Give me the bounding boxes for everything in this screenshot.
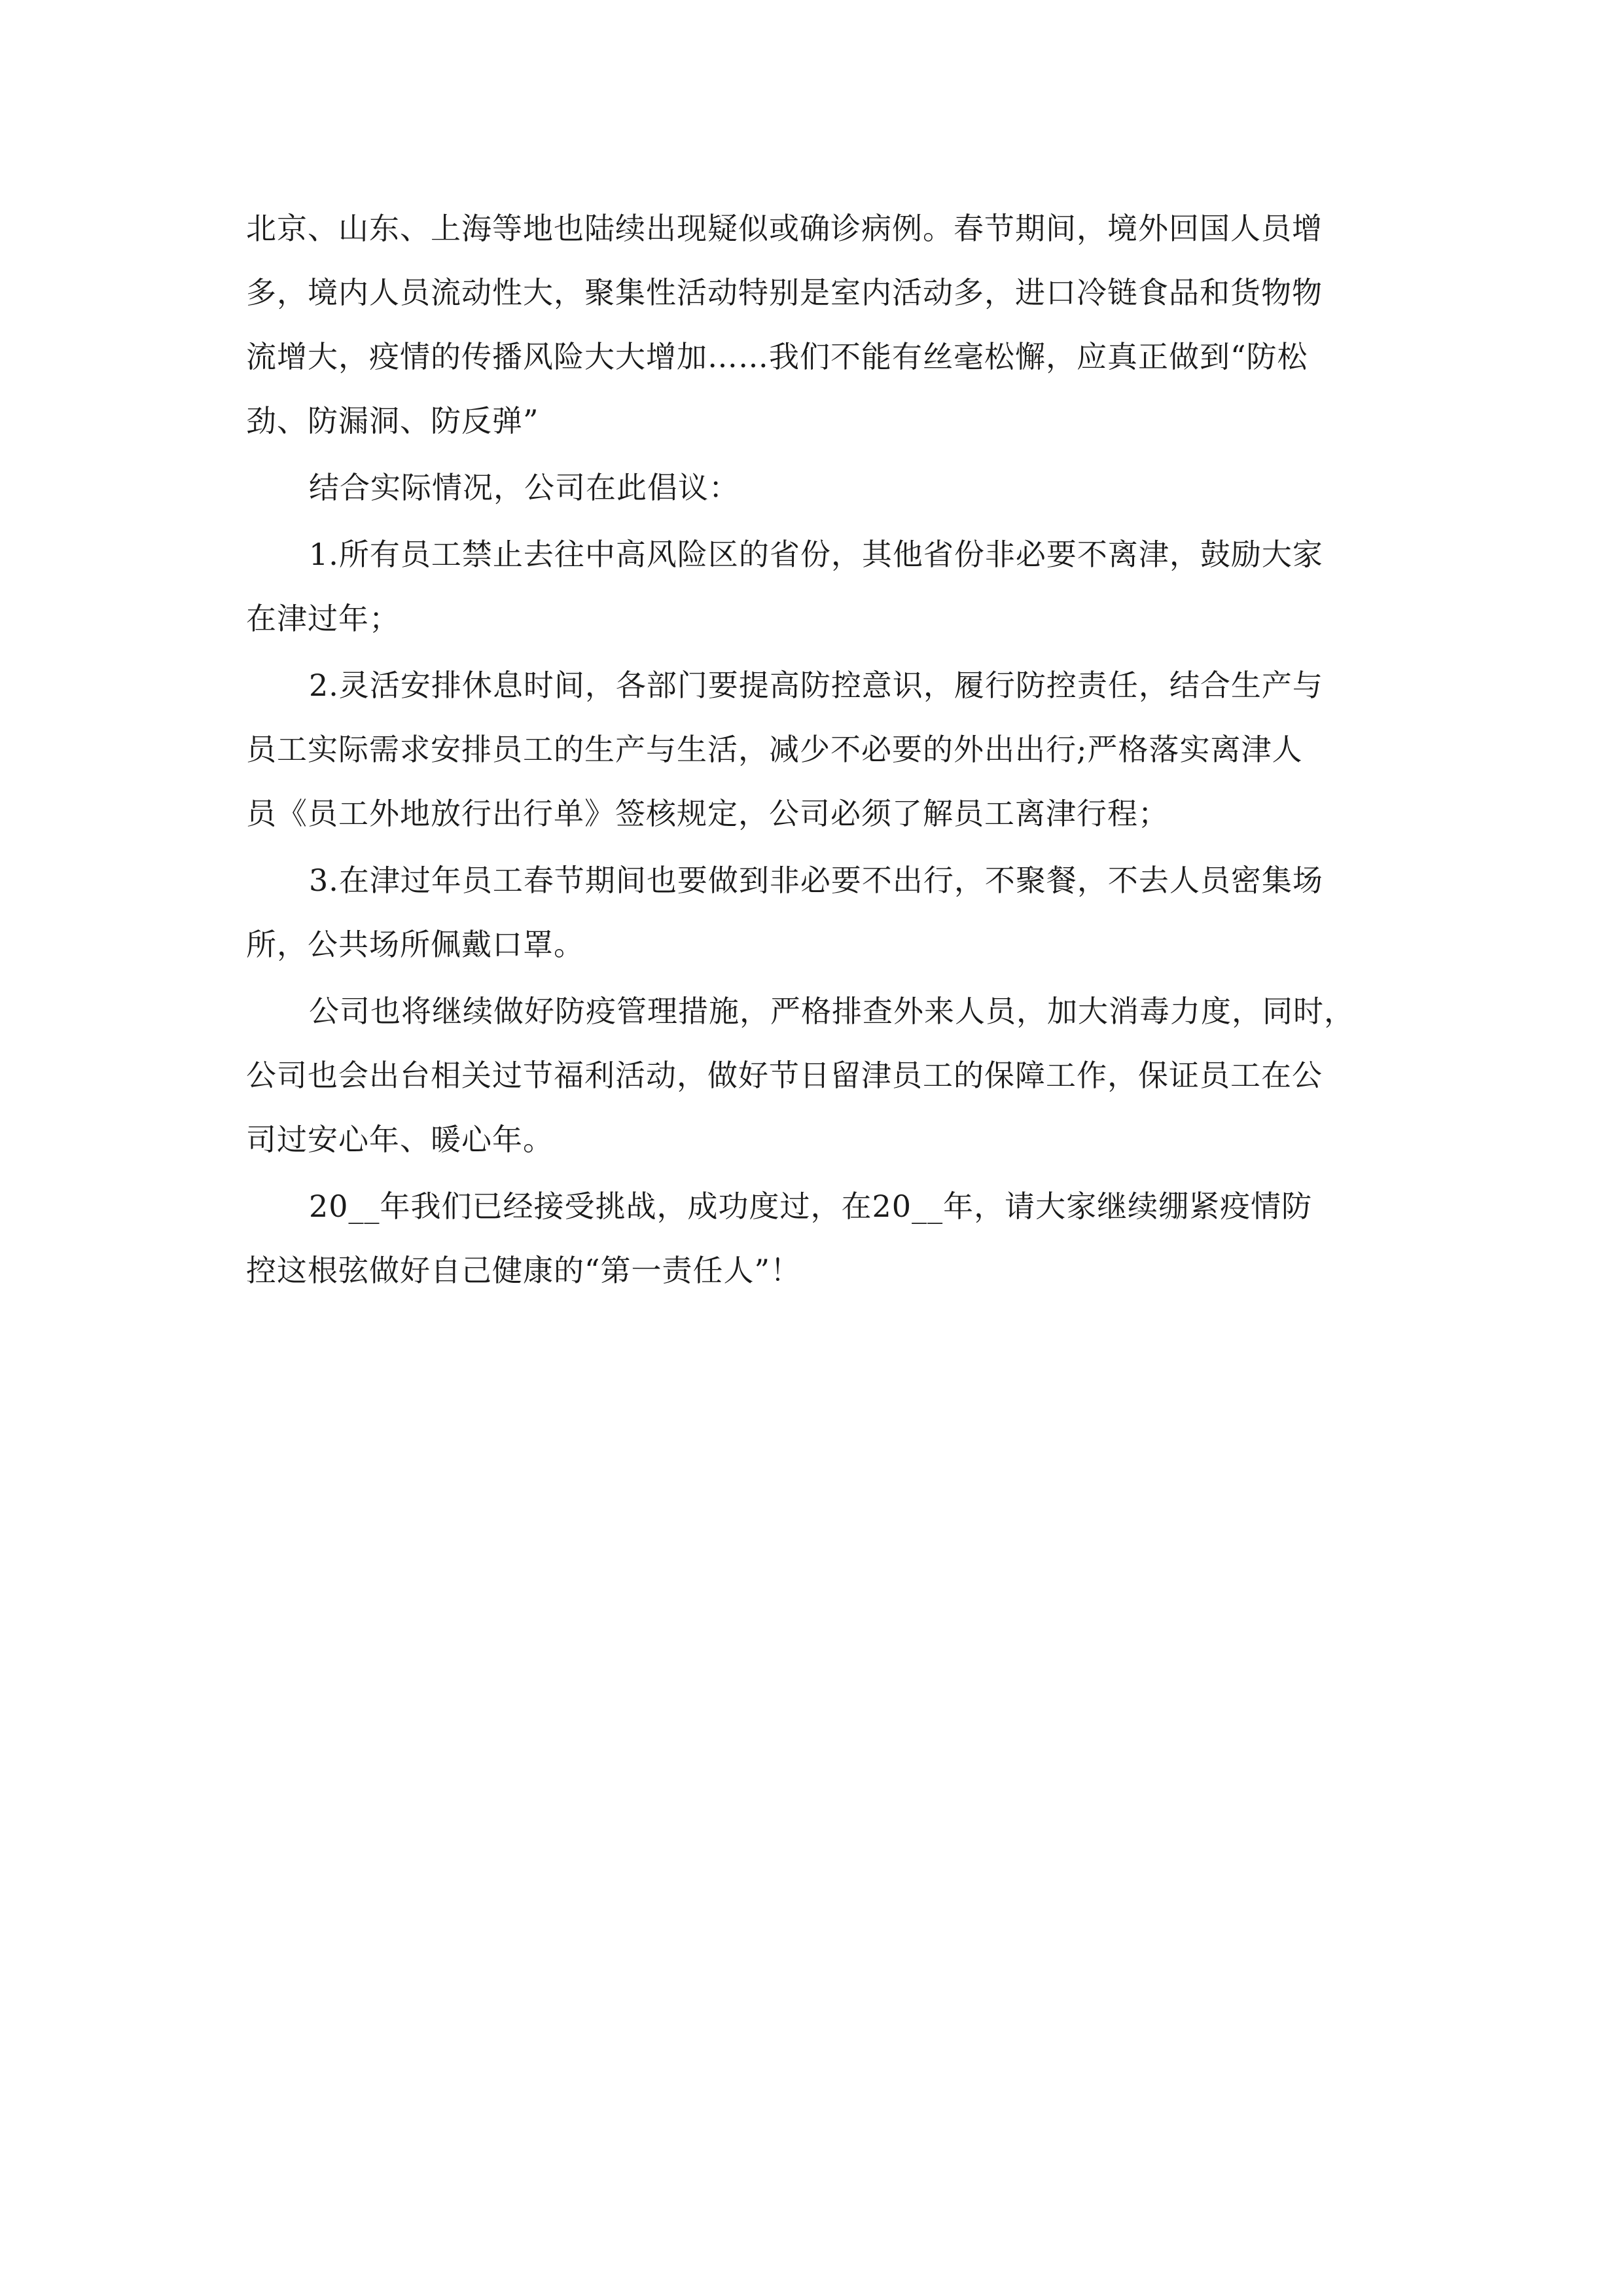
text-line: 在津过年；	[246, 601, 400, 636]
text-line: 北京、山东、上海等地也陆续出现疑似或确诊病例。春节期间，境外回国人员增	[246, 211, 1323, 246]
paragraph-company-measures	[246, 979, 1378, 1172]
text-line: 劲、防漏洞、防反弹”	[246, 403, 539, 439]
text-line: 公司也会出台相关过节福利活动，做好节日留津员工的保障工作，保证员工在公	[246, 1058, 1323, 1093]
paragraph-epidemic-situation	[246, 196, 1378, 453]
text-line: 结合实际情况，公司在此倡议：	[309, 470, 740, 505]
paragraph-item-1	[246, 522, 1378, 651]
text-line: 控这根弦做好自己健康的“第一责任人”！	[246, 1253, 802, 1288]
text-line: 1.所有员工禁止去往中高风险区的省份，其他省份非必要不离津，鼓励大家	[309, 537, 1323, 572]
text-line: 员《员工外地放行出行单》签核规定，公司必须了解员工离津行程；	[246, 796, 1169, 831]
text-line: 公司也将继续做好防疫管理措施，严格排查外来人员，加大消毒力度，同时，	[309, 994, 1355, 1029]
document-body	[246, 196, 1378, 1305]
paragraph-item-2	[246, 653, 1378, 846]
text-line: 司过安心年、暖心年。	[246, 1122, 554, 1157]
text-line: 2.灵活安排休息时间，各部门要提高防控意识，履行防控责任，结合生产与	[309, 668, 1323, 703]
paragraph-item-3	[246, 848, 1378, 977]
text-line: 员工实际需求安排员工的生产与生活，减少不必要的外出出行;严格落实离津人	[246, 732, 1303, 767]
text-line: 20__年我们已经接受挑战，成功度过，在20__年，请大家继续绷紧疫情防	[309, 1189, 1313, 1224]
text-line: 3.在津过年员工春节期间也要做到非必要不出行，不聚餐，不去人员密集场	[309, 863, 1323, 898]
text-line: 多，境内人员流动性大，聚集性活动特别是室内活动多，进口冷链食品和货物物	[246, 275, 1323, 310]
text-line: 所，公共场所佩戴口罩。	[246, 927, 584, 962]
paragraph-closing	[246, 1174, 1378, 1302]
text-line: 流增大，疫情的传播风险大大增加……我们不能有丝毫松懈，应真正做到“防松	[246, 339, 1308, 374]
paragraph-proposal-intro	[246, 456, 1378, 520]
